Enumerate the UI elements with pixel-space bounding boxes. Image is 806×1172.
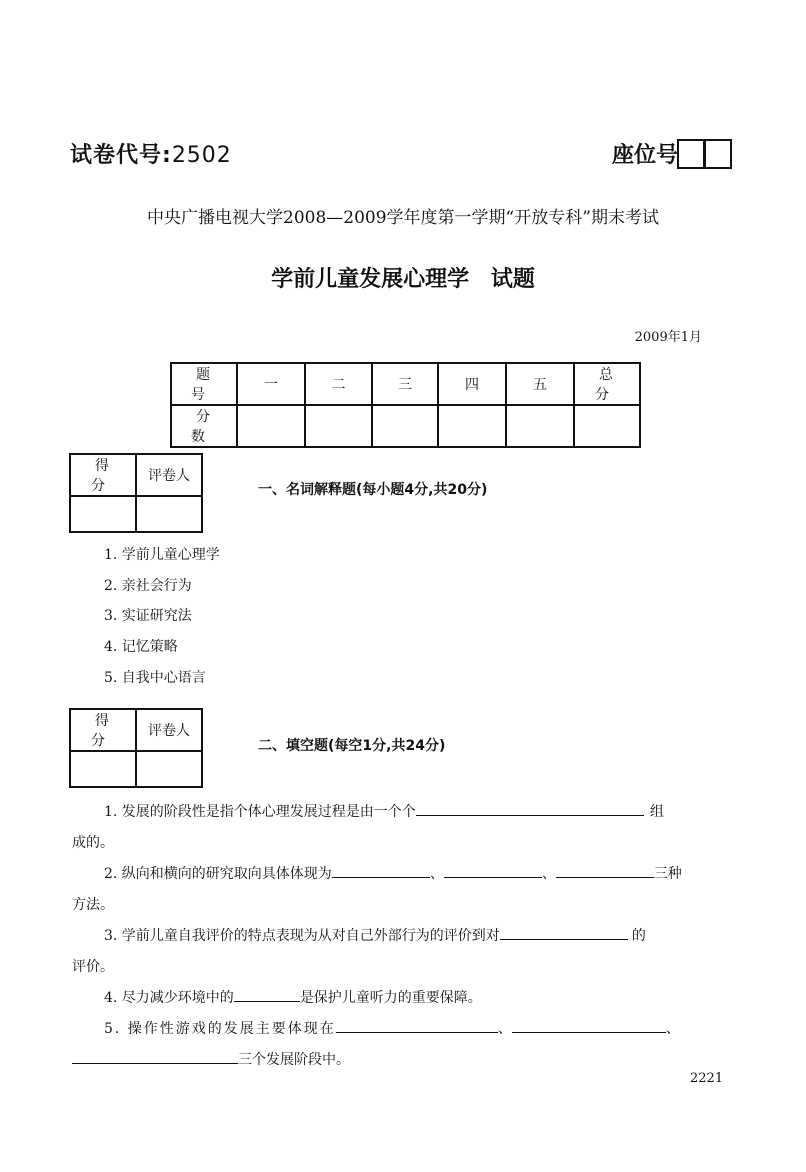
- list-item: 2. 亲社会行为: [104, 578, 192, 594]
- answer-blank[interactable]: [512, 1018, 666, 1033]
- score-table-header-row: [171, 363, 640, 405]
- score-table: [170, 362, 641, 448]
- exam-code-label: 试卷代号:: [70, 143, 172, 168]
- exam-subtitle: 中央广播电视大学2008—2009学年度第一学期“开放专科”期末考试: [147, 208, 659, 228]
- question-text: 评价。: [72, 959, 114, 975]
- question-text: 三种: [653, 866, 682, 882]
- grader-table: [69, 708, 203, 788]
- separator: 、: [497, 1021, 512, 1037]
- question-text: 组: [649, 804, 664, 820]
- grader-name-label: 评卷人: [136, 454, 202, 496]
- question-text: 4. 尽力减少环境中的: [104, 990, 234, 1006]
- seat-number: [612, 138, 732, 169]
- question-text: 成的。: [72, 835, 114, 851]
- answer-blank[interactable]: [72, 1049, 238, 1064]
- score-cell: 总 分: [574, 363, 640, 405]
- answer-blank[interactable]: [500, 925, 628, 940]
- grader-score-cell[interactable]: [70, 496, 136, 532]
- answer-blank[interactable]: [556, 863, 654, 878]
- grader-name-cell[interactable]: [136, 496, 202, 532]
- question-2: [72, 859, 740, 921]
- grader-name-cell[interactable]: [136, 751, 202, 787]
- question-text: 三个发展阶段中。: [238, 1052, 350, 1068]
- score-row-label: 分 数: [171, 405, 237, 447]
- separator: 、: [541, 866, 556, 882]
- question-1: [72, 797, 740, 859]
- score-cell: 四: [438, 363, 506, 405]
- seat-number-label: 座位号: [612, 143, 679, 168]
- list-item: 3. 实证研究法: [104, 608, 192, 624]
- score-cell: 五: [506, 363, 574, 405]
- answer-blank[interactable]: [234, 987, 300, 1002]
- question-text: 的: [631, 928, 646, 944]
- seat-box[interactable]: [704, 139, 732, 169]
- question-3: [72, 921, 740, 983]
- grader-score-label: 得 分: [70, 454, 136, 496]
- score-table-score-row: [171, 405, 640, 447]
- score-input-cell[interactable]: [237, 405, 305, 447]
- score-cell: 三: [372, 363, 438, 405]
- answer-blank[interactable]: [336, 1018, 498, 1033]
- grader-table: [69, 453, 203, 533]
- list-item: 5. 自我中心语言: [104, 670, 206, 686]
- score-cell: 一: [237, 363, 305, 405]
- answer-blank[interactable]: [416, 801, 644, 816]
- section2-heading: 二、填空题(每空1分,共24分): [258, 738, 446, 754]
- list-item: 1. 学前儿童心理学: [104, 547, 220, 563]
- list-item: 4. 记忆策略: [104, 639, 178, 655]
- question-text: 是保护儿童听力的重要保障。: [299, 990, 482, 1006]
- exam-code: [70, 138, 232, 169]
- grader-score-label: 得 分: [70, 709, 136, 751]
- question-text: 1. 发展的阶段性是指个体心理发展过程是由一个个: [104, 804, 416, 820]
- answer-blank[interactable]: [444, 863, 542, 878]
- exam-date: 2009年1月: [634, 330, 702, 345]
- page-title: 学前儿童发展心理学 试题: [271, 267, 535, 292]
- question-text: 5. 操作性游戏的发展主要体现在: [104, 1021, 336, 1037]
- section1-heading: 一、名词解释题(每小题4分,共20分): [258, 482, 488, 498]
- question-text: 方法。: [72, 897, 114, 913]
- question-text: 2. 纵向和横向的研究取向具体体现为: [104, 866, 332, 882]
- score-input-cell[interactable]: [305, 405, 372, 447]
- score-input-cell[interactable]: [438, 405, 506, 447]
- grader-name-label: 评卷人: [136, 709, 202, 751]
- page-number: 2221: [690, 1071, 724, 1086]
- grader-score-cell[interactable]: [70, 751, 136, 787]
- score-input-cell[interactable]: [574, 405, 640, 447]
- question-4: [72, 983, 740, 1014]
- score-cell: 题 号: [171, 363, 237, 405]
- question-5: [72, 1014, 740, 1076]
- question-text: 3. 学前儿童自我评价的特点表现为从对自己外部行为的评价到对: [104, 928, 500, 944]
- score-input-cell[interactable]: [506, 405, 574, 447]
- exam-code-value: 2502: [171, 143, 232, 168]
- answer-blank[interactable]: [332, 863, 430, 878]
- seat-box[interactable]: [677, 139, 705, 169]
- score-cell: 二: [305, 363, 372, 405]
- separator: 、: [429, 866, 444, 882]
- separator: 、: [665, 1021, 680, 1037]
- score-input-cell[interactable]: [372, 405, 438, 447]
